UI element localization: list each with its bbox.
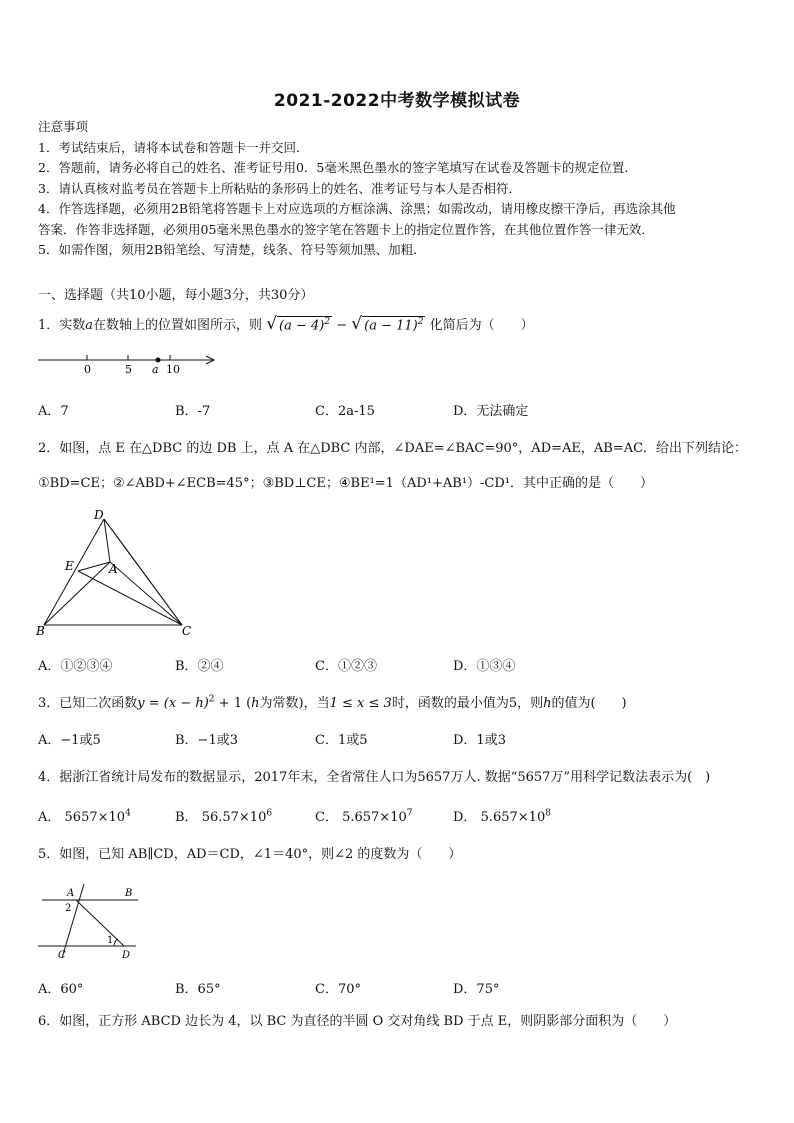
parallel-lines-figure-q5 (36, 882, 146, 962)
question-2-line-1: 2．如图，点 E 在△DBC 的边 DB 上，点 A 在△DBC 内部，∠DAE=∠BAC=90°，AD=AE，AB=AC．给出下列结论： (38, 441, 748, 456)
q4-c-label: C． (315, 810, 338, 825)
q2-options (38, 655, 598, 673)
q4-b-label: B． (175, 810, 198, 825)
q4-a-label: A． (38, 810, 61, 825)
q4-b-exp: 6 (266, 808, 273, 819)
q4-option-b[interactable] (175, 806, 272, 825)
point-label-a: A (109, 562, 118, 576)
q4-option-c[interactable] (315, 806, 412, 825)
number-line-figure (36, 350, 226, 378)
q4-d-label: D． (453, 810, 477, 825)
q4-option-d[interactable] (453, 806, 551, 825)
q3-post2: 的值为( ) (551, 696, 627, 711)
question-2-line-2: ①BD=CE；②∠ABD+∠ECB=45°；③BD⊥CE；④BE¹=1（AD¹+AB¹）-CD¹．其中正确的是（ ） (38, 476, 653, 491)
question-5: 5．如图，已知 AB∥CD，AD＝CD，∠1＝40°，则∠2 的度数为（ ） (38, 847, 462, 862)
section-heading: 一、选择题（共10小题，每小题3分，共30分） (38, 288, 314, 303)
point-label-c: C (182, 624, 192, 638)
q4-options (38, 806, 598, 824)
q4-a-base: 5657×10 (64, 810, 126, 825)
axis-label-10: 10 (166, 363, 180, 376)
notice-line-5: 答案．作答非选择题，必须用05毫米黑色墨水的签字笔在答题卡上的指定位置作答，在其他位置作答一律无效． (38, 221, 654, 237)
q3-hvar: h (251, 696, 260, 711)
notice-heading: 注意事项 (38, 119, 89, 134)
q3-func-post: + 1 ( (214, 696, 252, 711)
q5-option-c[interactable]: C．70° (315, 982, 361, 997)
q3-func-end: 为常数)，当 (259, 696, 330, 711)
point-label-b: B (125, 888, 133, 899)
point-label-a: A (67, 888, 75, 899)
angle-label-2: 2 (65, 903, 72, 914)
q4-b-base: 56.57×10 (201, 810, 267, 825)
question-6: 6．如图，正方形 ABCD 边长为 4，以 BC 为直径的半圆 O 交对角线 BD 于点 E，则阴影部分面积为（ ） (38, 1014, 677, 1029)
exam-title: 2021-2022中考数学模拟试卷 (273, 91, 521, 111)
notice-line-3: 3．请认真核对监考员在答题卡上所粘贴的条形码上的姓名、准考证号与本人是否相符． (38, 180, 521, 196)
q1-option-a[interactable]: A．7 (38, 404, 69, 419)
notice-line-4: 4．作答选择题，必须用2B铅笔将答题卡上对应选项的方框涂满、涂黑；如需改动，请用橡皮擦干净后，再选涂其他 (38, 201, 676, 216)
triangle-figure-q2 (36, 505, 206, 640)
q4-option-a[interactable] (38, 806, 131, 825)
notice-line-2: 2．答题前，请务必将自己的姓名、准考证号用0．5毫米黑色墨水的签字笔填写在试卷及答题卡的规定位置． (38, 160, 637, 175)
q3-option-d[interactable]: D．1或3 (453, 733, 506, 748)
q2-option-a[interactable]: A．①②③④ (38, 659, 113, 674)
q5-option-a[interactable]: A．60° (38, 982, 84, 997)
q5-options (38, 978, 598, 996)
q1-option-c[interactable]: C．2a-15 (315, 404, 375, 419)
question-1: 1．实数a在数轴上的位置如图所示，则 √ $(a - 4)^2$ − √ $(a - 11)^2$ 化简后为（ ） (38, 314, 534, 334)
q3-options (38, 729, 598, 747)
q3-exp: 2 (208, 694, 215, 705)
q3-hvar-2: h (543, 696, 552, 711)
q4-c-base: 5.657×10 (342, 810, 407, 825)
q5-option-d[interactable]: D．75° (453, 982, 500, 997)
q4-a-exp: 4 (125, 808, 131, 819)
q3-func: y = (x − h) (137, 696, 209, 711)
q1-pre: 1．实数 (38, 318, 86, 333)
q3-post: 时，函数的最小值为5，则 (391, 696, 544, 711)
q1-post: 化简后为（ ） (429, 318, 534, 333)
q1-expr2-text: (a − 11) (364, 318, 418, 333)
q3-option-c[interactable]: C．1或5 (315, 733, 368, 748)
q4-c-exp: 7 (406, 808, 413, 819)
q1-mid: 在数轴上的位置如图所示，则 (93, 318, 263, 333)
point-label-b: B (36, 624, 45, 638)
notice-line-6: 5．如需作图，须用2B铅笔绘、写清楚，线条、符号等须加黑、加粗． (38, 242, 426, 257)
notice-line-1: 1．考试结束后，请将本试卷和答题卡一并交回． (38, 139, 309, 155)
q3-range: 1 ≤ x ≤ 3 (329, 696, 392, 711)
q2-option-d[interactable]: D．①③④ (453, 659, 516, 674)
q2-option-c[interactable]: C．①②③ (315, 659, 377, 674)
point-label-e: E (65, 559, 74, 573)
question-3 (38, 692, 627, 711)
q1-expr2 (362, 316, 425, 333)
notice-block (38, 117, 758, 261)
point-label-d: D (94, 508, 104, 522)
point-label-c: C (58, 950, 66, 961)
q1-expr1 (277, 316, 332, 333)
q1-option-d[interactable]: D．无法确定 (453, 404, 529, 419)
angle-label-1: 1 (107, 935, 114, 946)
point-label-d: D (122, 950, 131, 961)
sqrt-icon: √ (266, 314, 278, 334)
q1-exp2: 2 (417, 316, 424, 327)
q4-d-exp: 8 (545, 808, 551, 819)
question-4: 4．据浙江省统计局发布的数据显示，2017年末，全省常住人口为5657万人. 数据“5657万”用科学记数法表示为( ) (38, 770, 711, 785)
q4-d-base: 5.657×10 (480, 810, 546, 825)
q3-option-b[interactable]: B．−1或3 (175, 733, 238, 748)
q1-var: a (85, 318, 94, 333)
q5-option-b[interactable]: B．65° (175, 982, 221, 997)
axis-label-a: a (152, 363, 159, 376)
q2-option-b[interactable]: B．②④ (175, 659, 224, 674)
q3-pre: 3．已知二次函数 (38, 696, 138, 711)
q1-expr1-text: (a − 4) (279, 318, 325, 333)
q1-options (38, 400, 598, 418)
axis-label-5: 5 (125, 363, 132, 376)
q3-option-a[interactable]: A．−1或5 (38, 733, 101, 748)
sqrt-icon: √ (351, 314, 363, 334)
q1-exp1: 2 (324, 316, 331, 327)
axis-label-0: 0 (84, 363, 91, 376)
q1-option-b[interactable]: B．-7 (175, 404, 211, 419)
